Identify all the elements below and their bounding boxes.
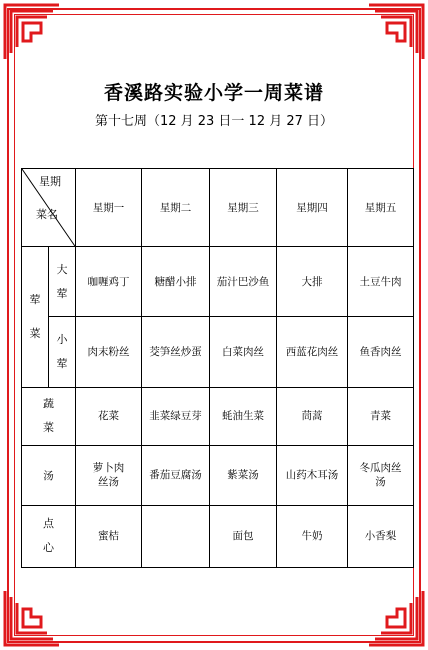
dish-cell: 茄汁巴沙鱼 [210,247,277,317]
table-row [22,247,414,317]
day-header: 星期五 [348,169,414,247]
dish-cell: 鱼香肉丝 [348,317,414,387]
dish-cell: 山药木耳汤 [277,445,348,505]
group-label-meat: 荤菜 [22,247,49,387]
dish-cell: 紫菜汤 [210,445,277,505]
corner-label-weekday: 星期 [39,175,61,188]
subgroup-label-small-meat: 小荤 [49,317,76,387]
corner-ornament-top-left [3,3,61,61]
dish-cell: 萝卜肉丝汤 [76,445,142,505]
dish-cell: 大排 [277,247,348,317]
dish-cell: 面包 [210,505,277,567]
group-label-soup: 汤 [22,445,76,505]
page-subtitle: 第十七周（12 月 23 日一 12 月 27 日） [94,114,334,129]
table-header-row [22,169,414,247]
dish-cell: 茼蒿 [277,387,348,445]
dish-cell: 土豆牛肉 [348,247,414,317]
dish-cell: 蜜桔 [76,505,142,567]
dish-cell: 番茄豆腐汤 [142,445,210,505]
dish-cell: 糖醋小排 [142,247,210,317]
corner-ornament-bottom-left [3,589,61,647]
corner-ornament-bottom-right [367,589,425,647]
dish-cell: 冬瓜肉丝汤 [348,445,414,505]
table-row [22,317,414,387]
subgroup-label-big-meat: 大荤 [49,247,76,317]
dish-cell: 青菜 [348,387,414,445]
corner-ornament-top-right [367,3,425,61]
menu-table [21,168,414,568]
dish-cell: 蚝油生菜 [210,387,277,445]
dish-cell: 白菜肉丝 [210,317,277,387]
day-header: 星期二 [142,169,210,247]
dish-cell: 肉末粉丝 [76,317,142,387]
dish-cell: 小香梨 [348,505,414,567]
group-label-snack: 点心 [22,505,76,567]
dish-cell [142,505,210,567]
day-header: 星期四 [277,169,348,247]
corner-label-dish: 菜名 [36,208,58,221]
dish-cell: 花菜 [76,387,142,445]
table-row [22,505,414,567]
dish-cell: 西蓝花肉丝 [277,317,348,387]
dish-cell: 韭菜绿豆芽 [142,387,210,445]
diagonal-header-cell [22,169,76,247]
day-header: 星期三 [210,169,277,247]
dish-cell: 咖喱鸡丁 [76,247,142,317]
dish-cell: 茭笋丝炒蛋 [142,317,210,387]
group-label-veg: 蔬菜 [22,387,76,445]
table-row [22,387,414,445]
page-title: 香溪路实验小学一周菜谱 [103,82,324,104]
dish-cell: 牛奶 [277,505,348,567]
day-header: 星期一 [76,169,142,247]
table-row [22,445,414,505]
